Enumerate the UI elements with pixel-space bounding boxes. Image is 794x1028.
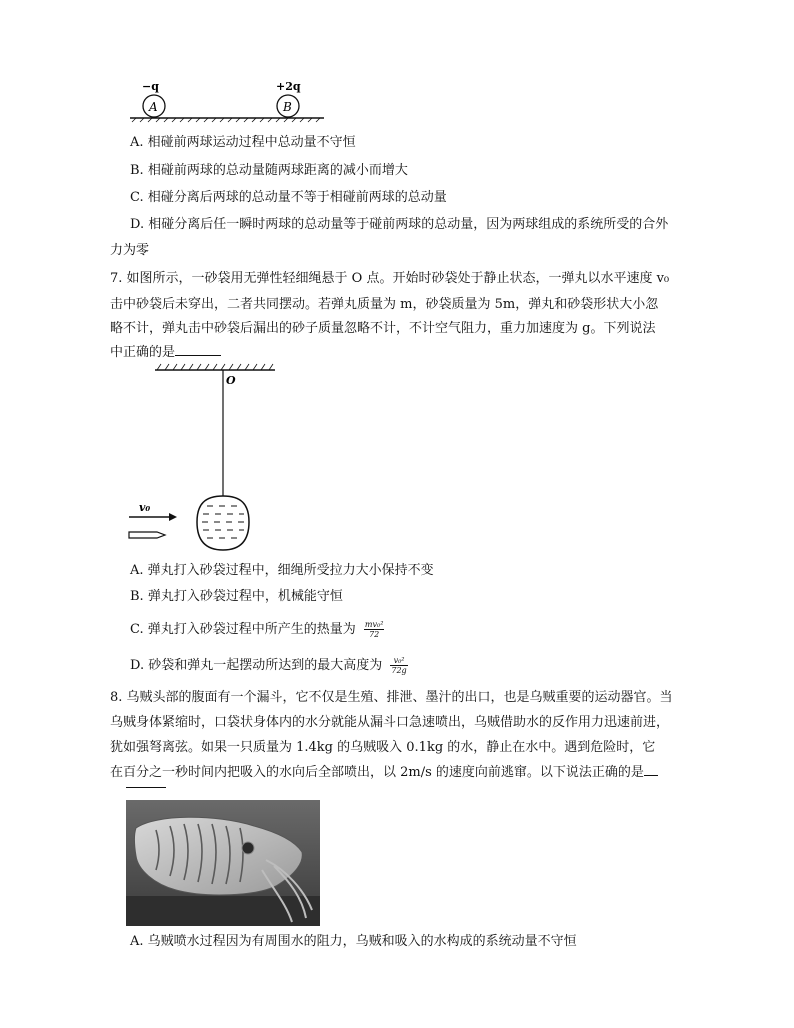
height-fraction-den: 72g bbox=[391, 666, 407, 675]
two-balls-figure bbox=[128, 78, 328, 128]
q8-stem-line-4-text: 在百分之一秒时间内把吸入的水向后全部喷出，以 2m/s 的速度向前逃窜。以下说法正确的是 bbox=[110, 765, 644, 780]
q8-stem-line-3: 犹如强弩离弦。如果一只质量为 1.4kg 的乌贼吸入 0.1kg 的水，静止在水中。遇到危险时，它 bbox=[110, 740, 656, 755]
q7-option-c bbox=[130, 620, 384, 639]
cuttlefish-eye bbox=[242, 842, 254, 854]
sandbag-figure bbox=[125, 360, 285, 560]
heat-fraction bbox=[364, 620, 385, 639]
q6-option-d: D. 相碰分离后任一瞬时两球的总动量等于碰前两球的总动量，因为两球组成的系统所受的合外 bbox=[130, 217, 669, 232]
q6-option-a: A. 相碰前两球运动过程中总动量不守恒 bbox=[130, 135, 356, 150]
charge-a-label: −q bbox=[142, 80, 159, 93]
q7-option-c-text: C. 弹丸打入砂袋过程中所产生的热量为 bbox=[130, 622, 356, 637]
point-o-label: O bbox=[226, 374, 236, 387]
q7-stem-line-3: 略不计，弹丸击中砂袋后漏出的砂子质量忽略不计，不计空气阻力，重力加速度为 g。下列说法 bbox=[110, 321, 656, 336]
answer-blank bbox=[175, 343, 221, 356]
q7-stem-line-2: 击中砂袋后未穿出，二者共同摆动。若弹丸质量为 m，砂袋质量为 5m，弹丸和砂袋形状大小忽 bbox=[110, 297, 659, 312]
sandbag bbox=[197, 496, 249, 550]
q7-option-d bbox=[130, 656, 408, 675]
cuttlefish-photo bbox=[126, 800, 320, 926]
q7-stem-line-1: 7. 如图所示，一砂袋用无弹性轻细绳悬于 O 点。开始时砂袋处于静止状态，一弹丸以水平速度 v₀ bbox=[110, 271, 670, 286]
charge-b-label: +2q bbox=[276, 80, 301, 93]
height-fraction bbox=[390, 656, 407, 675]
q7-stem-line-4-text: 中正确的是 bbox=[110, 345, 176, 360]
q6-option-b: B. 相碰前两球的总动量随两球距离的减小而增大 bbox=[130, 163, 408, 178]
q7-option-b: B. 弹丸打入砂袋过程中，机械能守恒 bbox=[130, 589, 343, 604]
q8-stem-line-4 bbox=[110, 763, 658, 782]
q8-option-a: A. 乌贼喷水过程因为有周围水的阻力，乌贼和吸入的水构成的系统动量不守恒 bbox=[130, 934, 577, 949]
q8-stem-line-1: 8. 乌贼头部的腹面有一个漏斗，它不仅是生殖、排泄、墨汁的出口，也是乌贼重要的运动器官。当 bbox=[110, 690, 673, 705]
velocity-label: v₀ bbox=[139, 501, 151, 514]
ball-b-label: B bbox=[283, 100, 292, 114]
velocity-arrowhead bbox=[169, 513, 177, 521]
q7-option-a: A. 弹丸打入砂袋过程中，细绳所受拉力大小保持不变 bbox=[130, 563, 434, 578]
answer-blank-tail bbox=[644, 763, 658, 776]
ball-a-label: A bbox=[149, 100, 158, 114]
q6-option-d-cont: 力为零 bbox=[110, 243, 150, 258]
q6-option-c: C. 相碰分离后两球的总动量不等于相碰前两球的总动量 bbox=[130, 190, 447, 205]
height-fraction-num: v₀² bbox=[390, 656, 407, 666]
q7-option-d-text: D. 砂袋和弹丸一起摆动所达到的最大高度为 bbox=[130, 658, 383, 673]
bullet bbox=[129, 532, 165, 538]
heat-fraction-num: mv₀² bbox=[364, 620, 384, 629]
heat-fraction-den: 72 bbox=[369, 630, 380, 639]
answer-blank-wrap bbox=[126, 787, 166, 788]
q8-stem-line-2: 乌贼身体紧缩时，口袋状身体内的水分就能从漏斗口急速喷出，乌贼借助水的反作用力迅速前进， bbox=[110, 715, 670, 730]
